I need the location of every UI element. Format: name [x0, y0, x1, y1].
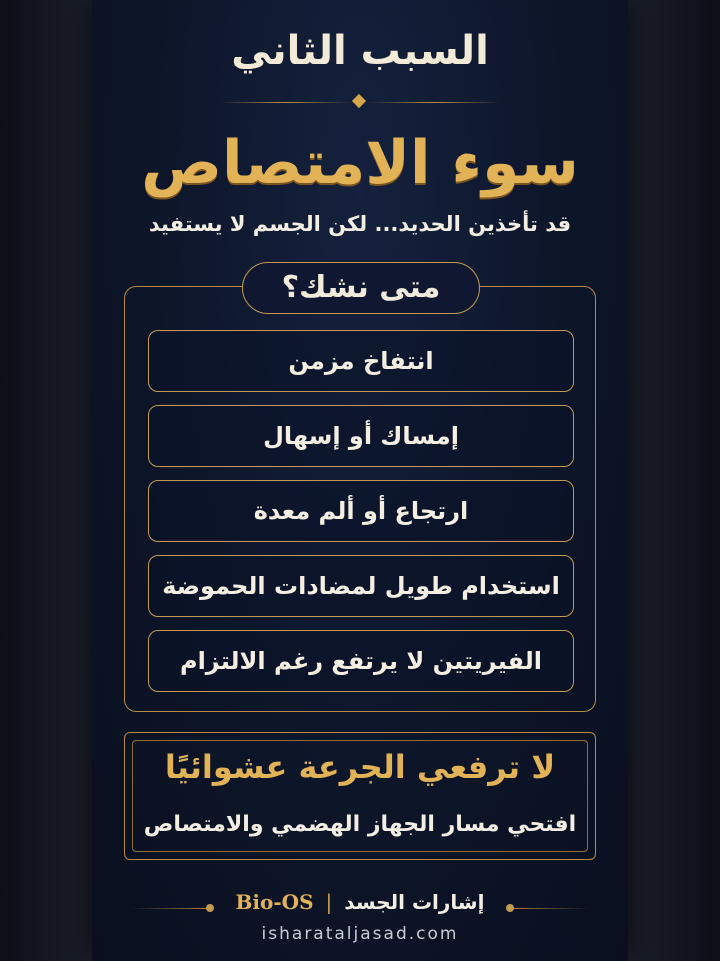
- footer-brand: [0, 890, 720, 914]
- section-kicker: السبب الثاني: [231, 28, 489, 74]
- brand-name-arabic: إشارات الجسد: [344, 890, 485, 914]
- symptom-item: انتفاخ مزمن: [148, 330, 574, 392]
- brand-separator: |: [325, 890, 333, 914]
- title-divider-right: [368, 102, 500, 103]
- brand-name-latin: Bio-OS: [235, 890, 314, 914]
- title-divider-left: [220, 102, 352, 103]
- website-link[interactable]: isharataljasad.com: [261, 924, 459, 944]
- page-subtitle: قد تأخذين الحديد... لكن الجسم لا يستفيد: [148, 212, 572, 236]
- symptom-item: ارتجاع أو ألم معدة: [148, 480, 574, 542]
- advice-subtitle: افتحي مسار الجهاز الهضمي والامتصاص: [143, 812, 577, 837]
- symptom-item: الفيريتين لا يرتفع رغم الالتزام: [148, 630, 574, 692]
- symptom-item: إمساك أو إسهال: [148, 405, 574, 467]
- page-headline: سوء الامتصاص: [141, 128, 579, 198]
- symptoms-panel-title: متى نشك؟: [242, 262, 480, 314]
- advice-title: لا ترفعي الجرعة عشوائيًا: [164, 748, 556, 786]
- symptom-item: استخدام طويل لمضادات الحموضة: [148, 555, 574, 617]
